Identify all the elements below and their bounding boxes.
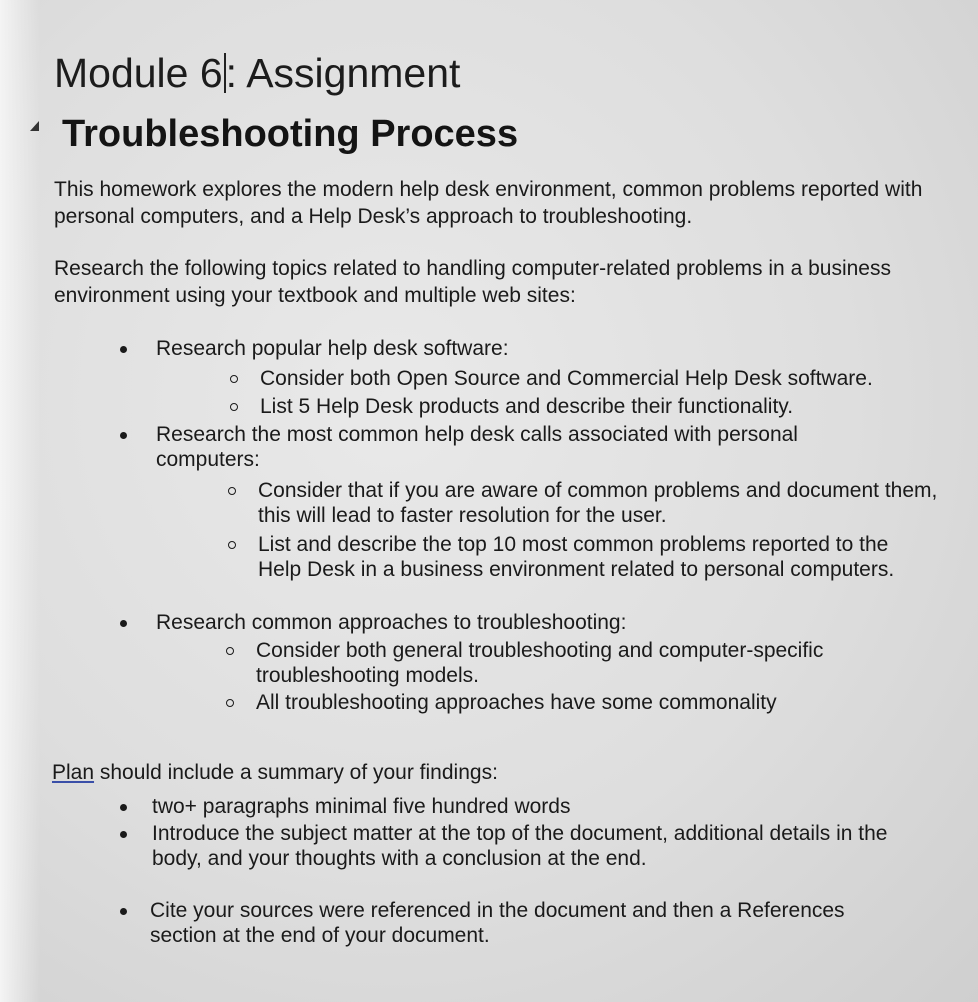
- subtopic-text: Consider both Open Source and Commercial Help Desk software.: [260, 367, 873, 390]
- module-title[interactable]: [54, 48, 460, 98]
- bullet-icon: [120, 804, 127, 811]
- sub-bullet-icon: [228, 487, 236, 495]
- subtopic-text: Consider both general troubleshooting and computer-specific troubleshooting models.: [256, 639, 824, 687]
- module-title-prefix: Module 6: [54, 50, 223, 96]
- topic-label: Research common approaches to troubleshooting:: [156, 611, 627, 634]
- plan-item-text: Cite your sources were referenced in the document and then a References section at the end of your document.: [150, 899, 845, 947]
- topic-label: Research popular help desk software:: [156, 337, 509, 360]
- collapse-triangle-icon[interactable]: [30, 121, 39, 131]
- plan-item-text: Introduce the subject matter at the top of the document, additional details in the body, and your thoughts with a conclusion at the end.: [152, 822, 888, 870]
- subtopic-text: All troubleshooting approaches have some commonality: [256, 691, 777, 714]
- bullet-icon: [120, 620, 127, 627]
- module-title-suffix: : Assignment: [225, 50, 461, 96]
- plan-word[interactable]: Plan: [52, 761, 95, 784]
- sub-bullet-icon: [226, 699, 234, 707]
- bullet-icon: [120, 831, 127, 838]
- intro-paragraph: This homework explores the modern help desk environment, common problems reported with personal computers, and a Help Desk’s approach to troubleshooting.: [54, 178, 923, 228]
- bullet-icon: [120, 346, 127, 353]
- sub-bullet-icon: [230, 375, 238, 383]
- sub-bullet-icon: [230, 403, 238, 411]
- plan-item-text: two+ paragraphs minimal five hundred words: [152, 795, 571, 818]
- subtopic-text: List 5 Help Desk products and describe their functionality.: [260, 395, 794, 418]
- topic-label: Research the most common help desk calls associated with personal computers:: [156, 423, 798, 471]
- subtopic-text: List and describe the top 10 most common problems reported to the Help Desk in a business environment related to personal computers.: [258, 533, 895, 581]
- research-intro-paragraph: Research the following topics related to handling computer-related problems in a business environment using your textbook and multiple web sites:: [54, 257, 891, 307]
- sub-bullet-icon: [228, 541, 236, 549]
- sub-bullet-icon: [226, 647, 234, 655]
- bullet-icon: [120, 432, 127, 439]
- screen-glare: [0, 0, 40, 1002]
- plan-heading: [52, 759, 498, 786]
- section-heading[interactable]: Troubleshooting Process: [62, 113, 519, 155]
- subtopic-text: Consider that if you are aware of common problems and document them, this will lead to faster resolution for the user.: [258, 479, 938, 527]
- bullet-icon: [120, 908, 127, 915]
- plan-rest: should include a summary of your findings:: [94, 761, 498, 784]
